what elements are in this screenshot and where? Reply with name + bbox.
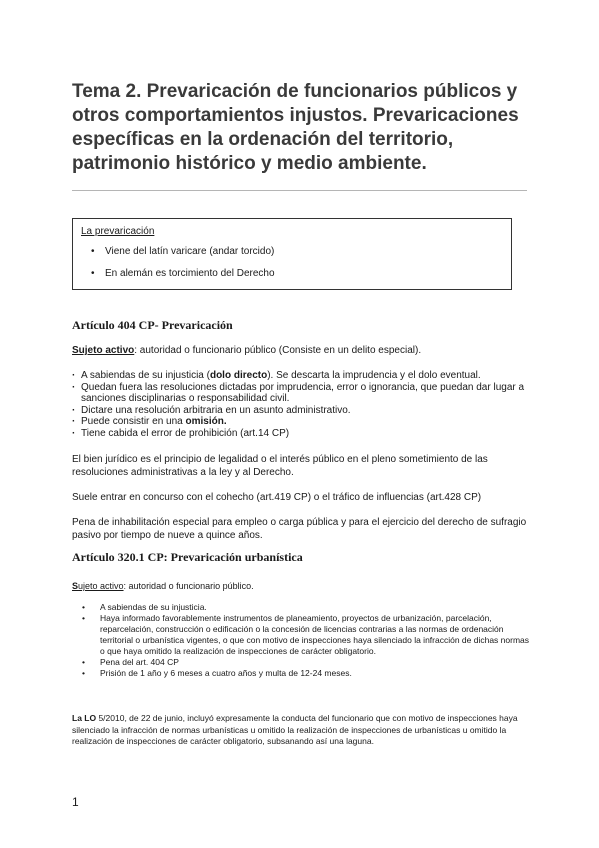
list-item: · A sabiendas de su injusticia (dolo directo). Se descarta la imprudencia y el dolo eventual.: [72, 370, 534, 382]
page-title: Tema 2. Prevaricación de funcionarios públicos y otros comportamientos injustos. Prevaricaciones específicas en la ordenación del territorio, patrimonio histórico y medio ambiente.: [72, 81, 519, 174]
list-item: · Tiene cabida el error de prohibición (art.14 CP): [72, 428, 534, 440]
list-item: · Puede consistir en una omisión.: [72, 416, 534, 428]
list-item: • Prisión de 1 año y 6 meses a cuatro años y multa de 12-24 meses.: [82, 668, 534, 679]
page-number: 1: [72, 795, 79, 809]
subject-text: : autoridad o funcionario público (Consiste en un delito especial).: [134, 345, 422, 356]
list-item: · Dictare una resolución arbitraria en un asunto administrativo.: [72, 405, 534, 417]
section-heading-320: Artículo 320.1 CP: Prevaricación urbanística: [72, 550, 303, 564]
penalty-paragraph: Pena de inhabilitación especial para empleo o carga pública y para el ejercicio del derecho de sufragio pasivo por tiempo de nueve a quince años.: [72, 517, 527, 541]
section-heading-404: Artículo 404 CP- Prevaricación: [72, 318, 233, 332]
subject-label: Sujeto activo: [72, 345, 135, 356]
lo-paragraph: La LO 5/2010, de 22 de junio, incluyó expresamente la conducta del funcionario que con motivo de inspecciones haya silenciado la infracción de normas urbanísticas u omitido la realización de inspecciones de urbanísticas u omitido la realización de inspecciones de carácter obligatorio, subsanando así una laguna.: [72, 713, 518, 746]
summary-box-list: [81, 245, 503, 281]
characteristics-list: [72, 370, 534, 439]
list-item: • Pena del art. 404 CP: [82, 657, 534, 668]
subject-paragraph: [72, 345, 534, 358]
concurrence-paragraph: Suele entrar en concurso con el cohecho (art.419 CP) o el tráfico de influencias (art.428 CP): [72, 492, 482, 503]
list-item: · Quedan fuera las resoluciones dictadas por imprudencia, error o ignorancia, que puedan dar lugar a sanciones disciplinarias o responsabilidad civil.: [72, 382, 534, 405]
list-item: • Haya informado favorablemente instrumentos de planeamiento, proyectos de urbanización, parcelación, reparcelación, construcción o edificación o la concesión de licencias contrarias a las normas de ordenación territorial o urbanística vigentes, o que con motivo de inspecciones haya silenciado la infracción de dichas normas o que haya omitido la realización de inspecciones de carácter obligatorio.: [82, 613, 534, 657]
urban-characteristics-list: [82, 602, 534, 679]
summary-box-item: • En alemán es torcimiento del Derecho: [81, 267, 503, 281]
legal-good-paragraph: El bien jurídico es el principio de legalidad o el interés público en el pleno sometimiento de las resoluciones administrativas a la ley y al Derecho.: [72, 454, 488, 478]
summary-box: [72, 218, 512, 290]
title-divider: [72, 190, 527, 191]
subject-paragraph-urban: Sujeto activo: autoridad o funcionario público.: [72, 581, 254, 591]
summary-box-heading: La prevaricación: [81, 226, 155, 237]
list-item: • A sabiendas de su injusticia.: [82, 602, 534, 613]
summary-box-item: • Viene del latín varicare (andar torcido): [81, 245, 503, 259]
